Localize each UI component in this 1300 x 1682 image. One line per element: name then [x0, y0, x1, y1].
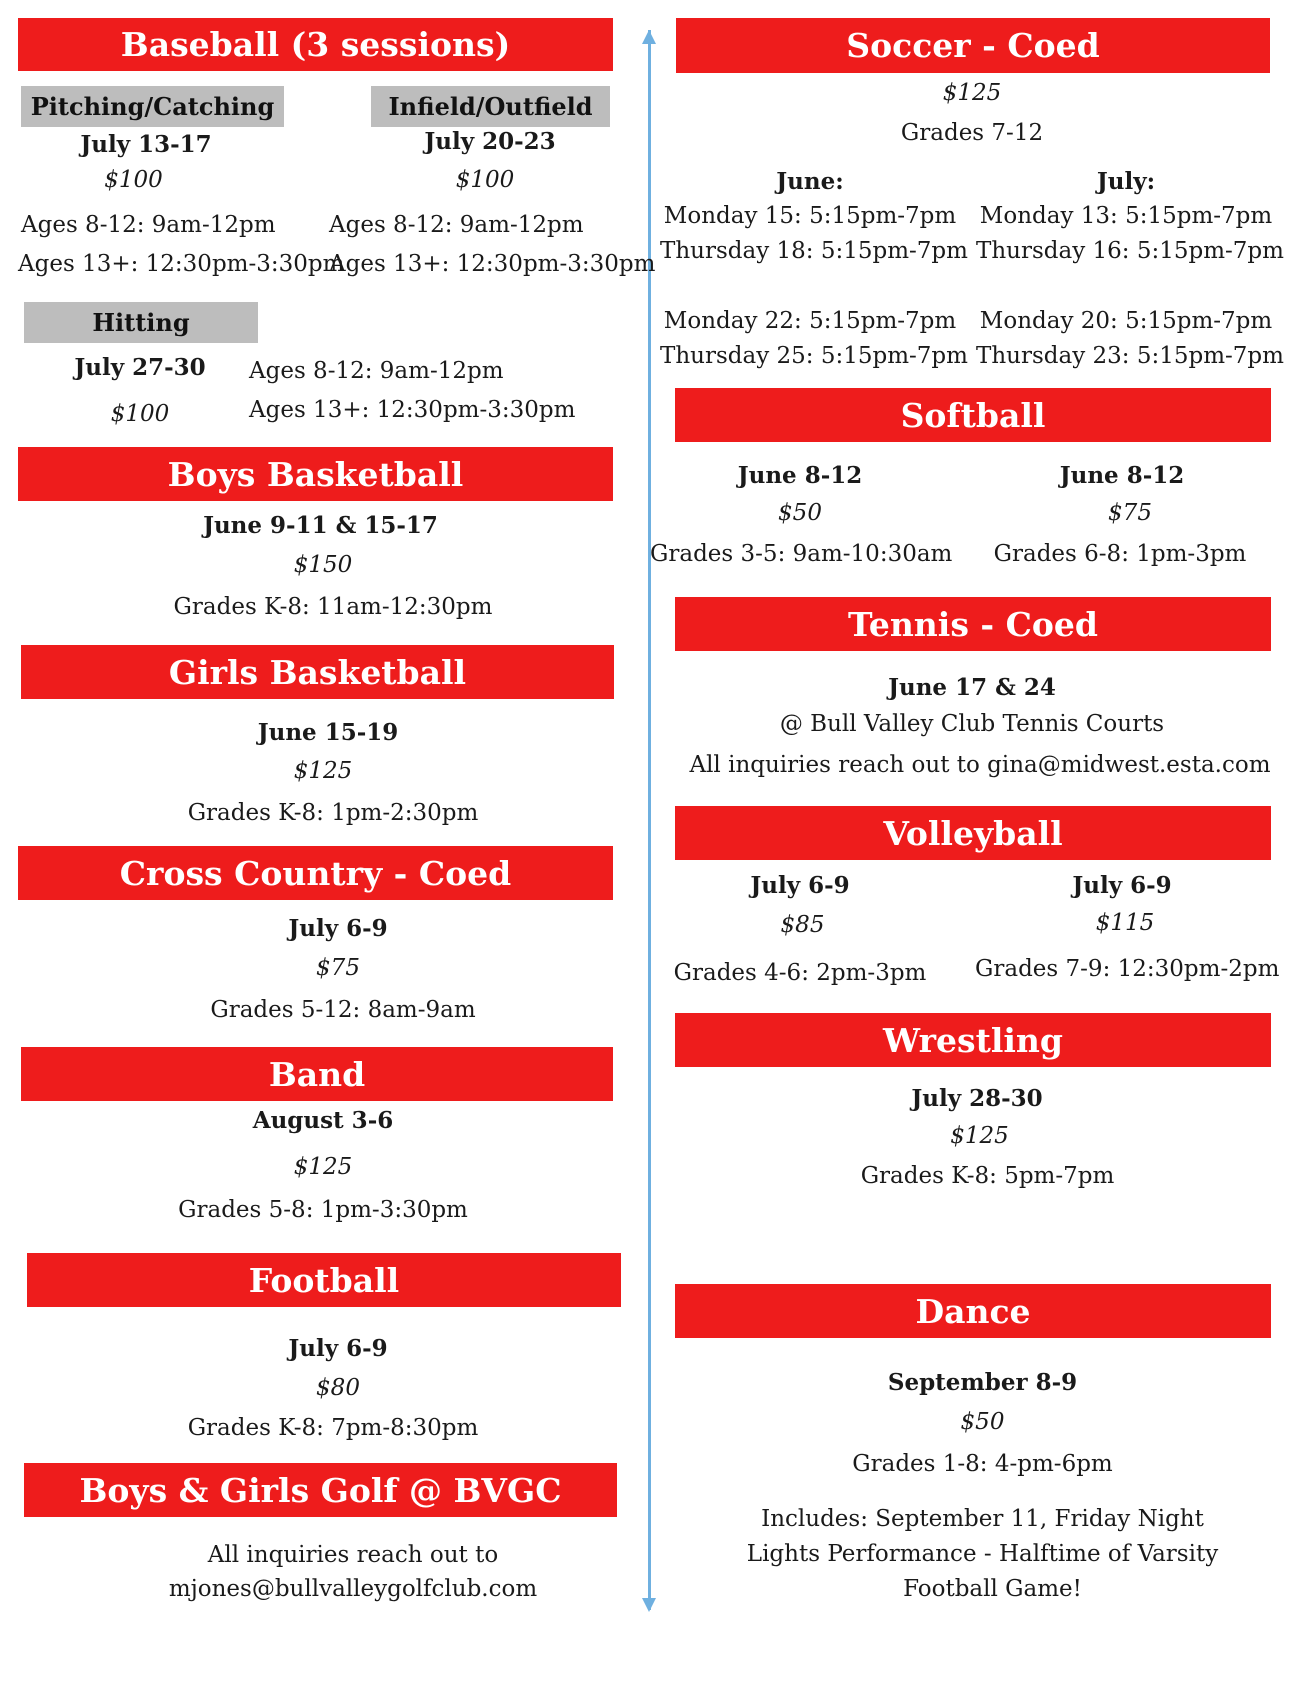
golf-header: Boys & Girls Golf @ BVGC: [24, 1463, 617, 1517]
soccer-july-session-4: Thursday 23: 5:15pm-7pm: [976, 343, 1284, 369]
pitching-young-ages: Ages 8-12: 9am-12pm: [21, 212, 276, 238]
volleyball-header: Volleyball: [675, 806, 1271, 860]
dance-date: September 8-9: [887, 1369, 1078, 1396]
softball-b-price: $75: [1108, 500, 1152, 526]
boys-basketball-price: $150: [293, 552, 353, 578]
infield-older-ages: Ages 13+: 12:30pm-3:30pm: [329, 251, 656, 277]
infield-young-ages: Ages 8-12: 9am-12pm: [329, 212, 584, 238]
divider-arrow-up-icon: [642, 30, 656, 44]
softball-b-info: Grades 6-8: 1pm-3pm: [993, 541, 1247, 567]
soccer-june-session-1: Monday 15: 5:15pm-7pm: [663, 203, 957, 229]
softball-a-info: Grades 3-5: 9am-10:30am: [650, 541, 953, 567]
football-price: $80: [316, 1375, 360, 1401]
soccer-june-session-3: Monday 22: 5:15pm-7pm: [663, 308, 957, 334]
band-price: $125: [293, 1154, 353, 1180]
girls-basketball-info: Grades K-8: 1pm-2:30pm: [187, 800, 479, 826]
boys-basketball-info: Grades K-8: 11am-12:30pm: [173, 594, 493, 620]
infield-outfield-subheader: Infield/Outfield: [371, 86, 610, 127]
volleyball-a-date: July 6-9: [750, 872, 850, 899]
hitting-price: $100: [110, 401, 170, 427]
wrestling-header: Wrestling: [675, 1013, 1271, 1067]
pitching-catching-subheader: Pitching/Catching: [21, 86, 284, 127]
cross-country-header: Cross Country - Coed: [18, 846, 613, 900]
pitching-older-ages: Ages 13+: 12:30pm-3:30pm: [18, 251, 345, 277]
soccer-price: $125: [942, 80, 1002, 106]
girls-basketball-date: June 15-19: [257, 719, 399, 746]
cross-country-info: Grades 5-12: 8am-9am: [210, 997, 476, 1023]
cross-country-price: $75: [316, 955, 360, 981]
soccer-july-session-2: Thursday 16: 5:15pm-7pm: [976, 238, 1284, 264]
hitting-date: July 27-30: [74, 354, 206, 381]
softball-header: Softball: [675, 388, 1271, 442]
dance-price: $50: [960, 1409, 1005, 1435]
golf-email[interactable]: mjones@bullvalleygolfclub.com: [168, 1576, 538, 1602]
boys-basketball-header: Boys Basketball: [18, 447, 613, 501]
softball-b-date: June 8-12: [1059, 462, 1185, 489]
dance-note-line-2: Lights Performance - Halftime of Varsity: [746, 1541, 1219, 1567]
girls-basketball-price: $125: [293, 758, 353, 784]
infield-date: July 20-23: [424, 128, 556, 155]
girls-basketball-header: Girls Basketball: [21, 645, 614, 699]
soccer-june-label: June:: [776, 168, 844, 195]
soccer-june-session-4: Thursday 25: 5:15pm-7pm: [660, 343, 968, 369]
football-date: July 6-9: [288, 1335, 388, 1362]
band-date: August 3-6: [252, 1107, 394, 1134]
hitting-subheader: Hitting: [24, 302, 258, 343]
infield-price: $100: [455, 167, 515, 193]
hitting-young-ages: Ages 8-12: 9am-12pm: [249, 358, 504, 384]
tennis-date: June 17 & 24: [888, 674, 1056, 701]
dance-header: Dance: [675, 1284, 1271, 1338]
soccer-june-session-2: Thursday 18: 5:15pm-7pm: [660, 238, 968, 264]
soccer-july-session-3: Monday 20: 5:15pm-7pm: [979, 308, 1273, 334]
golf-inquiry-text: All inquiries reach out to: [207, 1542, 499, 1568]
hitting-older-ages: Ages 13+: 12:30pm-3:30pm: [249, 397, 576, 423]
soccer-july-label: July:: [1096, 168, 1156, 195]
football-info: Grades K-8: 7pm-8:30pm: [187, 1415, 479, 1441]
softball-a-date: June 8-12: [737, 462, 863, 489]
volleyball-b-info: Grades 7-9: 12:30pm-2pm: [975, 956, 1280, 982]
tennis-location: @ Bull Valley Club Tennis Courts: [779, 711, 1165, 737]
pitching-date: July 13-17: [80, 131, 212, 158]
dance-note-line-1: Includes: September 11, Friday Night: [761, 1506, 1204, 1532]
band-header: Band: [21, 1047, 613, 1101]
boys-basketball-date: June 9-11 & 15-17: [203, 512, 438, 539]
volleyball-b-date: July 6-9: [1072, 872, 1172, 899]
wrestling-info: Grades K-8: 5pm-7pm: [860, 1163, 1115, 1189]
volleyball-a-info: Grades 4-6: 2pm-3pm: [673, 960, 927, 986]
cross-country-date: July 6-9: [288, 915, 388, 942]
tennis-header: Tennis - Coed: [675, 597, 1271, 651]
soccer-grades: Grades 7-12: [900, 120, 1044, 146]
wrestling-price: $125: [950, 1123, 1009, 1149]
tennis-info: All inquiries reach out to gina@midwest.esta.com: [689, 752, 1271, 778]
soccer-header: Soccer - Coed: [676, 18, 1270, 73]
dance-info: Grades 1-8: 4-pm-6pm: [852, 1451, 1113, 1477]
wrestling-date: July 28-30: [911, 1085, 1043, 1112]
band-info: Grades 5-8: 1pm-3:30pm: [178, 1197, 468, 1223]
football-header: Football: [27, 1253, 621, 1307]
dance-note-line-3: Football Game!: [903, 1576, 1082, 1602]
baseball-header: Baseball (3 sessions): [18, 18, 613, 71]
soccer-july-session-1: Monday 13: 5:15pm-7pm: [979, 203, 1273, 229]
pitching-price: $100: [104, 167, 163, 193]
volleyball-b-price: $115: [1095, 910, 1155, 936]
softball-a-price: $50: [778, 500, 822, 526]
volleyball-a-price: $85: [780, 912, 825, 938]
